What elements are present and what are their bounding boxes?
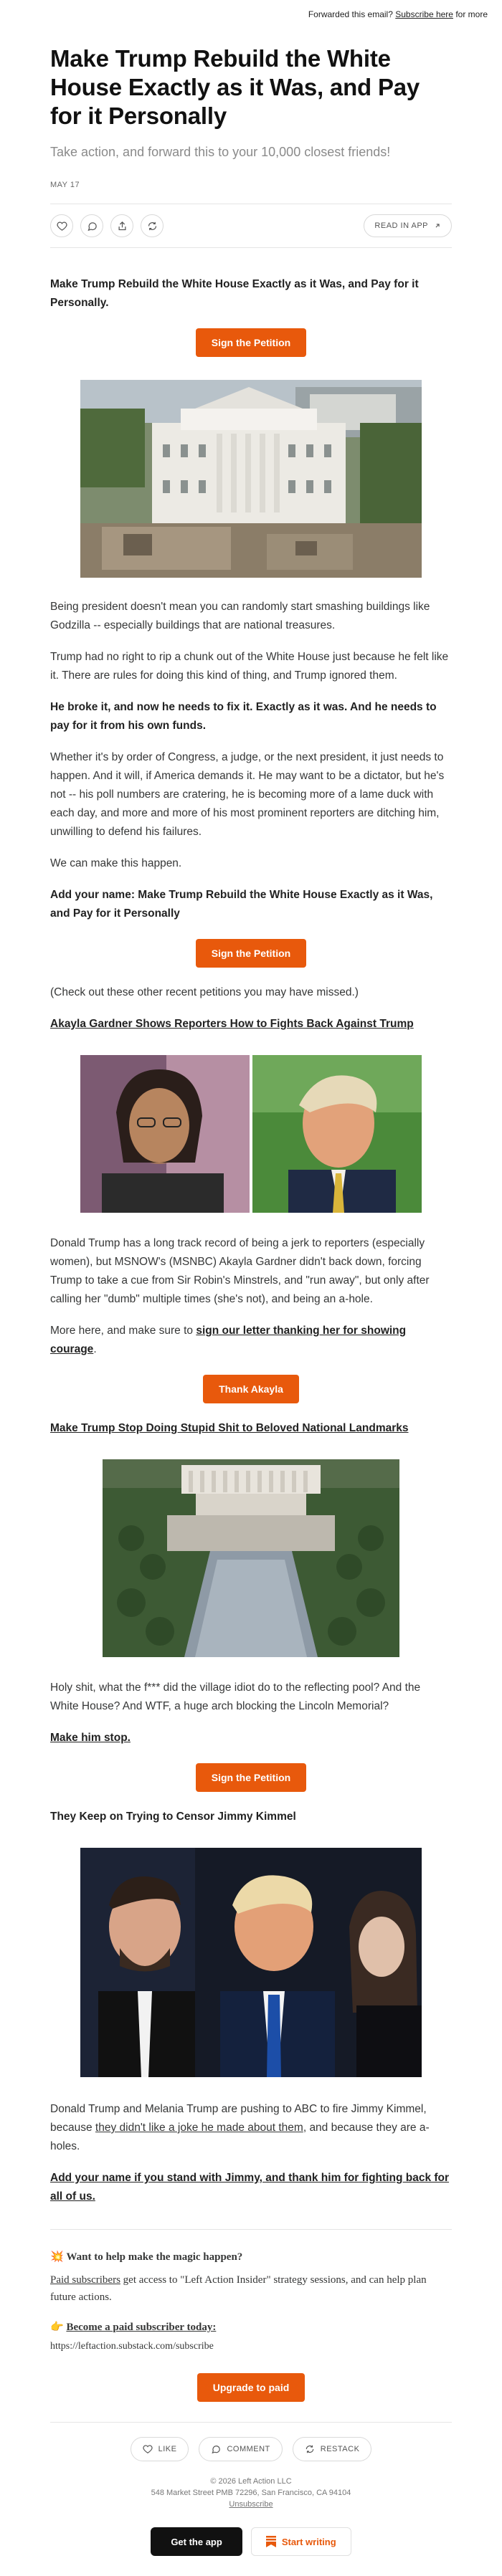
get-the-app-button[interactable]	[151, 2527, 242, 2556]
subscribe-link[interactable]: Subscribe here	[395, 9, 453, 19]
post-title: Make Trump Rebuild the White House Exactly as it Was, and Pay for it Personally	[50, 45, 420, 129]
white-house-image	[80, 380, 422, 578]
paragraph-12-prefix: Donald Trump and Melania Trump are pushing to ABC to fire Jimmy Kimmel, because	[50, 2103, 427, 2134]
app-buttons	[50, 2527, 452, 2556]
sign-petition-button-2[interactable]: Sign the Petition	[196, 939, 306, 968]
restack-icon	[305, 2444, 315, 2454]
paragraph-12-suffix: , and because they are a-holes.	[50, 2122, 430, 2152]
thank-akayla-button[interactable]: Thank Akayla	[203, 1375, 299, 1403]
explosion-icon: 💥	[50, 2251, 64, 2263]
forward-suffix: for more	[455, 9, 488, 19]
share-icon	[117, 221, 128, 232]
comment-label: COMMENT	[227, 2445, 270, 2453]
akayla-trump-image	[80, 1055, 422, 1213]
start-writing-button[interactable]	[251, 2527, 351, 2556]
main-column	[50, 44, 452, 2556]
become-paid-link[interactable]: Become a paid subscriber today:	[66, 2322, 217, 2333]
share-button[interactable]	[110, 214, 133, 237]
like-pill-button[interactable]	[131, 2437, 189, 2461]
read-in-app-button[interactable]	[364, 214, 452, 237]
sign-petition-button-3[interactable]: Sign the Petition	[196, 1763, 306, 1792]
subscribe-url[interactable]: https://leftaction.substack.com/subscribe	[50, 2341, 214, 2352]
address: 548 Market Street PMB 72296, San Francisco, CA 94104	[151, 2489, 351, 2497]
forward-bar	[0, 0, 488, 29]
magic-paragraph	[50, 2271, 452, 2306]
paragraph-12	[50, 2100, 452, 2156]
paragraph-2: Trump had no right to rip a chunk out of the White House just because he felt like it. There are rules for doing this kind of thing, and Trump ignored them.	[50, 651, 449, 682]
divider-2	[50, 2422, 452, 2423]
arrow-up-right-icon	[434, 222, 441, 229]
comment-icon	[87, 221, 98, 232]
sign-petition-button-1[interactable]: Sign the Petition	[196, 328, 306, 357]
restack-label: RESTACK	[320, 2445, 360, 2453]
bottom-action-bar	[50, 2437, 452, 2461]
like-label: LIKE	[158, 2445, 177, 2453]
comment-icon	[211, 2444, 221, 2454]
post-action-icons	[50, 214, 164, 237]
restack-icon	[147, 221, 158, 232]
post-subtitle: Take action, and forward this to your 10,000 closest friends!	[50, 145, 391, 159]
paragraph-5: We can make this happen.	[50, 857, 182, 869]
comment-pill-button[interactable]	[199, 2437, 282, 2461]
like-button[interactable]	[50, 214, 73, 237]
substack-logo-icon	[266, 2536, 276, 2547]
lead-paragraph: Make Trump Rebuild the White House Exactly as it Was, and Pay for it Personally.	[50, 278, 419, 309]
read-in-app-label: READ IN APP	[374, 221, 428, 230]
thank-letter-link[interactable]: sign our letter thanking her for showing courage	[50, 1325, 407, 1355]
make-him-stop-link[interactable]: Make him stop.	[50, 1732, 131, 1744]
kimmel-heading: They Keep on Trying to Censor Jimmy Kimmel	[50, 1811, 296, 1823]
akayla-heading-link[interactable]: Akayla Gardner Shows Reporters How to Fights Back Against Trump	[50, 1018, 414, 1030]
kimmel-joke-link[interactable]: they didn't like a joke he made about them	[95, 2122, 303, 2134]
stand-with-jimmy-link[interactable]: Add your name if you stand with Jimmy, and thank him for fighting back for all of us.	[50, 2172, 450, 2203]
paragraph-9	[50, 1322, 452, 1359]
reflecting-pool-image	[103, 1459, 399, 1657]
start-writing-label: Start writing	[281, 2536, 336, 2547]
paid-heading	[50, 2319, 452, 2336]
magic-text: get access to "Left Action Insider" strategy sessions, and can help plan future actions.	[50, 2274, 427, 2303]
heart-icon	[57, 221, 67, 232]
heart-icon	[143, 2444, 153, 2454]
paragraph-10: Holy shit, what the f*** did the village idiot do to the reflecting pool? And the White House? And WTF, a huge arch blocking the Lincoln Memorial?	[50, 1681, 421, 1712]
divider	[50, 2229, 452, 2230]
post-date: MAY 17	[50, 181, 80, 189]
forward-prefix: Forwarded this email?	[308, 9, 393, 19]
paragraph-3: He broke it, and now he needs to fix it. Exactly as it was. And he needs to pay for it from his own funds.	[50, 701, 437, 732]
restack-pill-button[interactable]	[293, 2437, 372, 2461]
pointing-hand-icon: 👉	[50, 2322, 64, 2333]
paragraph-7: (Check out these other recent petitions you may have missed.)	[50, 986, 359, 998]
get-app-label: Get the app	[171, 2536, 222, 2547]
landmarks-heading-link[interactable]: Make Trump Stop Doing Stupid Shit to Beloved National Landmarks	[50, 1422, 409, 1434]
magic-title: Want to help make the magic happen?	[66, 2251, 243, 2263]
paragraph-4: Whether it's by order of Congress, a judge, or the next president, it just needs to happen. And it will, if America demands it. He may want to be a dictator, but he's not -- his poll numbers are cratering, he is becoming more of a lame duck with each day, and more and more of his most prominent reporters are ditching him, unwilling to defend his failures.	[50, 751, 445, 838]
paragraph-1: Being president doesn't mean you can randomly start smashing buildings like Godzilla -- especially buildings that are national treasures.	[50, 601, 430, 631]
magic-heading	[50, 2248, 452, 2266]
comment-button[interactable]	[80, 214, 103, 237]
footer	[50, 2476, 452, 2510]
unsubscribe-link[interactable]: Unsubscribe	[229, 2500, 273, 2509]
copyright: © 2026 Left Action LLC	[210, 2477, 292, 2486]
kimmel-trumps-image	[80, 1848, 422, 2077]
upgrade-to-paid-button[interactable]: Upgrade to paid	[197, 2373, 306, 2402]
paragraph-9-prefix: More here, and make sure to	[50, 1325, 196, 1337]
post-action-bar	[50, 204, 452, 248]
restack-button[interactable]	[141, 214, 164, 237]
paragraph-6: Add your name: Make Trump Rebuild the White House Exactly as it Was, and Pay for it Personally	[50, 889, 433, 920]
paragraph-9-suffix: .	[93, 1343, 97, 1355]
paid-subscribers-link[interactable]: Paid subscribers	[50, 2274, 120, 2286]
paragraph-8: Donald Trump has a long track record of being a jerk to reporters (especially women), but MSNOW's (MSNBC) Akayla Gardner didn't back down, forcing Trump to take a cue from Sir Robin's Minstrels, and "run away", but only after calling her "dumb" multiple times (she's not), and being an a-hole.	[50, 1237, 430, 1305]
